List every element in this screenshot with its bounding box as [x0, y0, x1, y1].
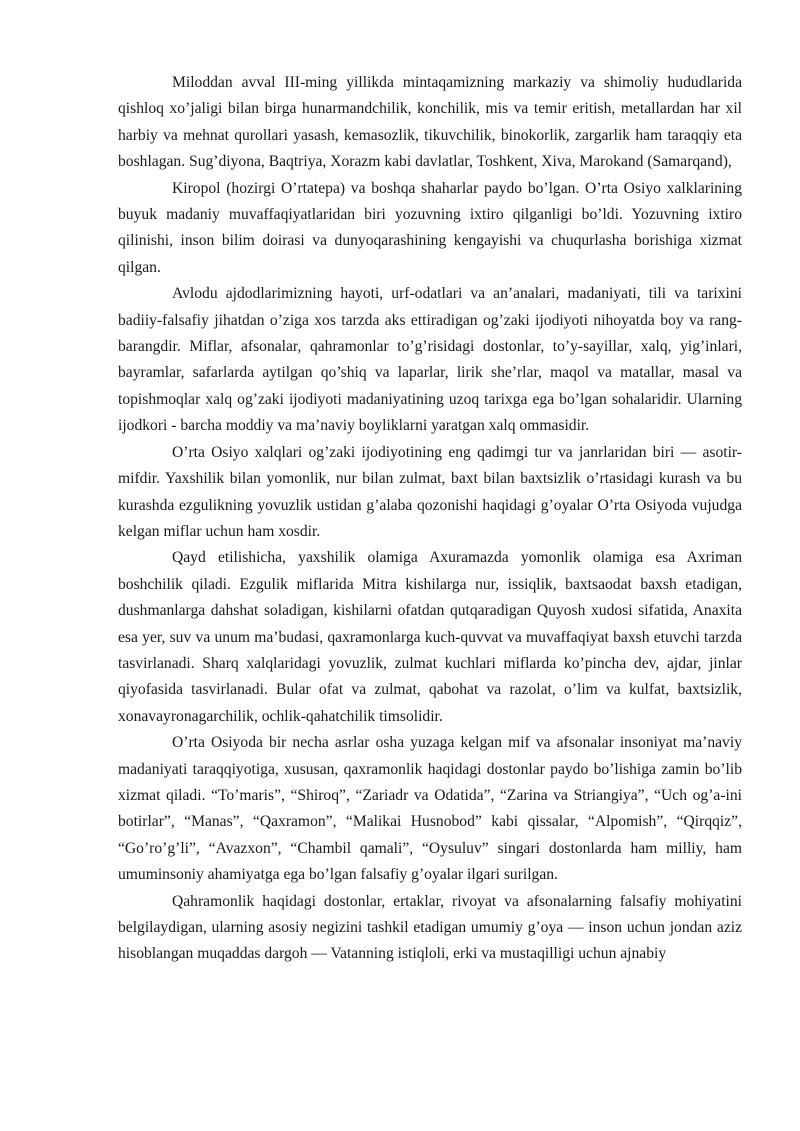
- document-page: [118, 70, 742, 968]
- paragraph: Qahramonlik haqidagi dostonlar, ertaklar, rivoyat va afsonalarning falsafiy mohiyatini belgilaydigan, ularning asosiy negizini tashkil etadigan umumiy g’oya — inson uchun jondan aziz hisoblangan muqaddas dargoh — Vatanning istiqloli, erki va mustaqilligi uchun ajnabiy: [118, 892, 742, 963]
- paragraph: O’rta Osiyoda bir necha asrlar osha yuzaga kelgan mif va afsonalar insoniyat ma’naviy madaniyati taraqqiyotiga, xususan, qaxramonlik haqidagi dostonlar paydo bo’lishiga zamin bo’lib xizmat qiladi. “To’maris”, “Shiroq”, “Zariadr va Odatida”, “Zarina va Striangiya”, “Uch og’a-ini botirlar”, “Manas”, “Qaxramon”, “Malikai Husnobod” kabi qissalar, “Alpomish”, “Qirqqiz”, “Go’ro’g’li”, “Avazxon”, “Chambil qamali”, “Oysuluv” singari dostonlarda ham milliy, ham umuminsoniy ahamiyatga ega bo’lgan falsafiy g’oyalar ilgari surilgan.: [118, 734, 742, 884]
- paragraph: O’rta Osiyo xalqlari og’zaki ijodiyotining eng qadimgi tur va janrlaridan biri — asotir-mifdir. Yaxshilik bilan yomonlik, nur bilan zulmat, baxt bilan baxtsizlik o’rtasidagi kurash va bu kurashda ezgulikning yovuzlik ustidan g’alaba qozonishi haqidagi g’oyalar O’rta Osiyoda vujudga kelgan miflar uchun ham xosdir.: [118, 443, 742, 540]
- paragraph: Kiropol (hozirgi O’rtatepa) va boshqa shaharlar paydo bo’lgan. O’rta Osiyo xalklarining buyuk madaniy muvaffaqiyatlaridan biri yozuvning ixtiro qilganligi bo’ldi. Yozuvning ixtiro qilinishi, inson bilim doirasi va dunyoqarashining kengayishi va chuqurlasha borishiga xizmat qilgan.: [118, 179, 742, 276]
- paragraph: Qayd etilishicha, yaxshilik olamiga Axuramazda yomonlik olamiga esa Axriman boshchilik qiladi. Ezgulik miflarida Mitra kishilarga nur, issiqlik, baxtsaodat baxsh etadigan, dushmanlarga dahshat soladigan, kishilarni ofatdan qutqaradigan Quyosh xudosi sifatida, Anaxita esa yer, suv va unum ma’budasi, qaxramonlarga kuch-quvvat va muvaffaqiyat baxsh etuvchi tarzda tasvirlanadi. Sharq xalqlaridagi yovuzlik, zulmat kuchlari miflarda ko’pincha dev, ajdar, jinlar qiyofasida tasvirlanadi. Bular ofat va zulmat, qabohat va razolat, o’lim va kulfat, baxtsizlik, xonavayronagarchilik, ochlik-qahatchilik timsolidir.: [118, 549, 742, 725]
- paragraph: Avlodu ajdodlarimizning hayoti, urf-odatlari va an’analari, madaniyati, tili va tarixini badiiy-falsafiy jihatdan o’ziga xos tarzda aks ettiradigan og’zaki ijodiyoti nihoyatda boy va rang-barangdir. Miflar, afsonalar, qahramonlar to’g’risidagi dostonlar, to’y-sayillar, xalq, yig’inlari, bayramlar, safarlarda aytilgan qo’shiq va laparlar, lirik she’rlar, maqol va matallar, masal va topishmoqlar xalq og’zaki ijodiyoti madaniyatining uzoq tarixga ega bo’lgan sohalaridir. Ularning ijodkori - barcha moddiy va ma’naviy boyliklarni yaratgan xalq ommasidir.: [118, 285, 742, 435]
- paragraph: Miloddan avval III-ming yillikda mintaqamizning markaziy va shimoliy hududlarida qishloq xo’jaligi bilan birga hunarmandchilik, konchilik, mis va temir eritish, metallardan har xil harbiy va mehnat qurollari yasash, kemasozlik, tikuvchilik, binokorlik, zargarlik ham taraqqiy eta boshlagan. Sug’diyona, Baqtriya, Xorazm kabi davlatlar, Toshkent, Xiva, Marokand (Samarqand),: [118, 74, 742, 171]
